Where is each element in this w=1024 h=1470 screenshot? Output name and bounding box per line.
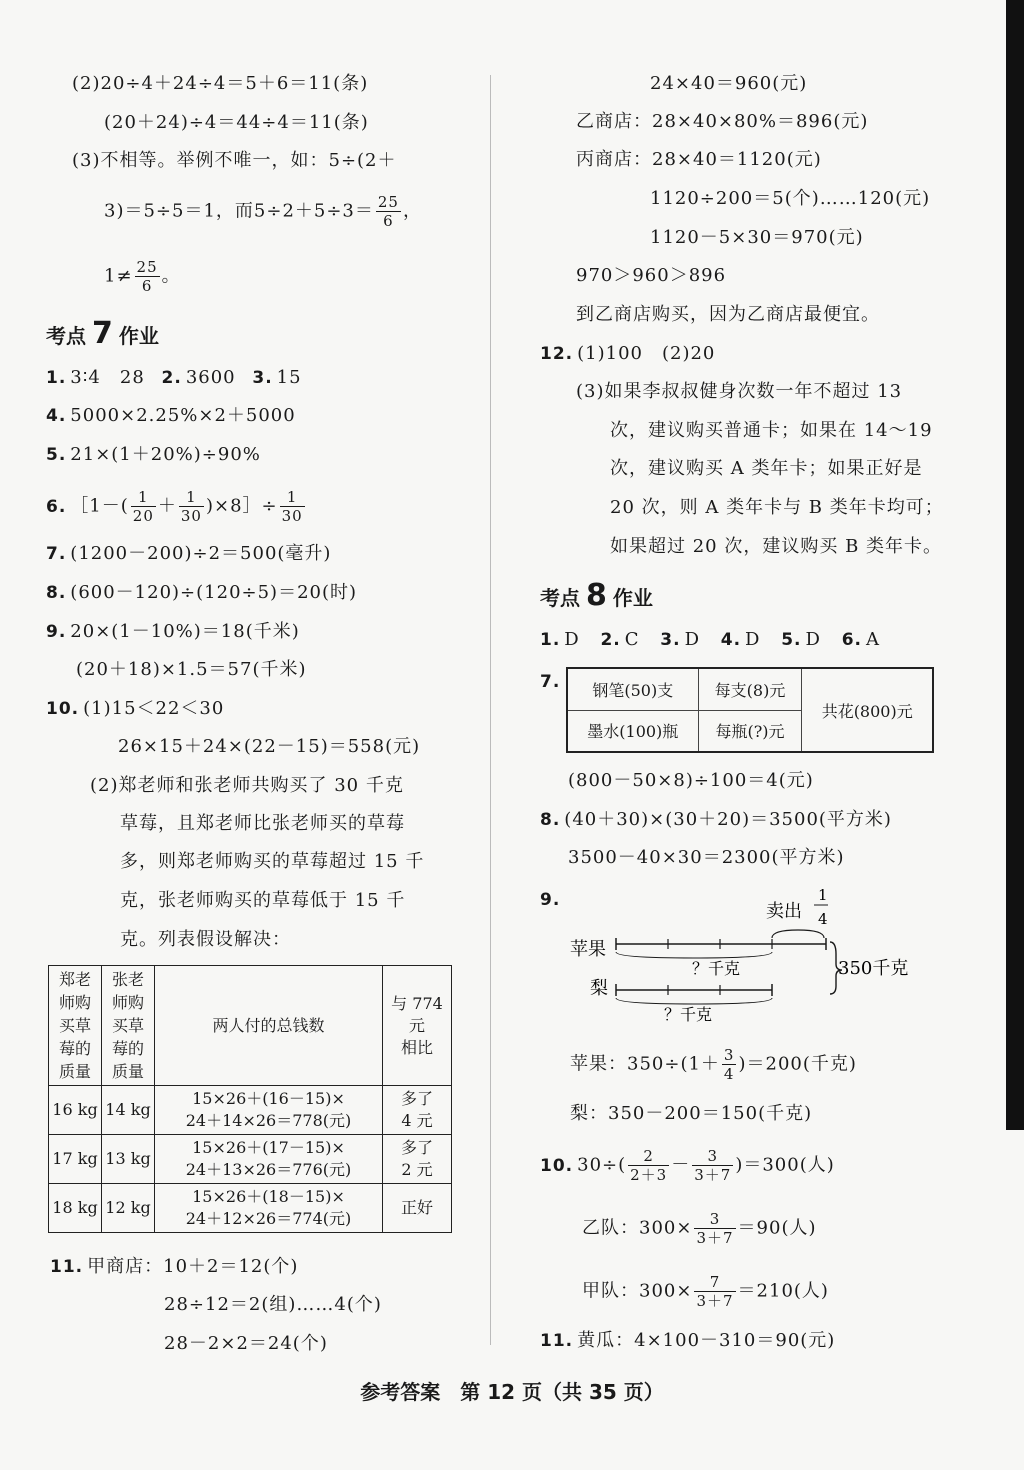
section-heading-8: 考点 8 作业 bbox=[540, 578, 653, 613]
table-row: 17 kg 13 kg 15×26＋(17－15)× 24＋13×26＝776(元) 多了 2 元 bbox=[49, 1135, 452, 1184]
table-header: 张老 师购 买草 莓的 质量 bbox=[102, 966, 155, 1086]
answer-line: 乙商店：28×40×80%＝896(元) bbox=[576, 111, 869, 132]
answer-line: (2)20÷4＋24÷4＝5＋6＝11(条) bbox=[72, 73, 369, 94]
sell-fraction-num: 1 bbox=[818, 886, 828, 904]
apple-brace bbox=[616, 952, 772, 958]
answer-line-fraction: 3)＝5÷5＝1，而5÷2＋5÷3＝ $\frac{25}{6}$ ， bbox=[104, 193, 422, 230]
answer-line-fraction: 1≠ $\frac{25}{6}$ 。 bbox=[104, 258, 181, 295]
answer-line: 20 次，则 A 类年卡与 B 类年卡均可； bbox=[610, 497, 944, 518]
apple-label: 苹果 bbox=[570, 939, 606, 960]
answer-line: 9. 20×(1－10%)＝18(千米) bbox=[46, 621, 300, 642]
pear-label: 梨 bbox=[590, 978, 608, 999]
table-cell: 钢笔(50)支 bbox=[567, 668, 698, 710]
answer-line: (800－50×8)÷100＝4(元) bbox=[568, 770, 814, 791]
answer-line-fraction: 苹果：350÷(1＋ $\frac{3}{4}$ )＝200(千克) bbox=[570, 1046, 857, 1083]
answer-line: 26×15＋24×(22－15)＝558(元) bbox=[118, 736, 421, 757]
answer-line: 克。列表假设解决： bbox=[120, 929, 291, 950]
answer-line: (3)不相等。举例不唯一，如：5÷(2＋ bbox=[72, 150, 397, 171]
answer-line: (2)郑老师和张老师共购买了 30 千克 bbox=[90, 775, 404, 796]
answer-line: 梨：350－200＝150(千克) bbox=[570, 1103, 813, 1124]
answer-line: 12. (1)100 (2)20 bbox=[540, 343, 716, 364]
answer-line: 8. (40＋30)×(30＋20)＝3500(平方米) bbox=[540, 809, 892, 830]
answer-line: (20＋24)÷4＝44÷4＝11(条) bbox=[104, 112, 369, 133]
table-header: 郑老 师购 买草 莓的 质量 bbox=[49, 966, 102, 1086]
answer-line: 4. 5000×2.25%×2＋5000 bbox=[46, 405, 296, 426]
answer-line-fraction: 甲队：300× $\frac{7}{3+7}$ ＝210(人) bbox=[582, 1273, 829, 1310]
answer-line: 7. (1200－200)÷2＝500(毫升) bbox=[46, 543, 332, 564]
line-segment-diagram bbox=[560, 880, 940, 1030]
answer-line: 3500－40×30＝2300(平方米) bbox=[568, 847, 845, 868]
answer-line: 克，张老师购买的草莓低于 15 千 bbox=[120, 890, 406, 911]
pear-unknown: ？千克 bbox=[664, 1005, 713, 1024]
total-label: 350千克 bbox=[838, 958, 909, 979]
answer-line: 11. 甲商店：10＋2＝12(个) bbox=[50, 1256, 299, 1277]
answer-line: 11. 黄瓜：4×100－310＝90(元) bbox=[540, 1330, 836, 1351]
answer-line: 到乙商店购买，因为乙商店最便宜。 bbox=[576, 304, 880, 325]
answer-line: 970＞960＞896 bbox=[576, 265, 727, 286]
answer-line-choices: 1. D 2. C 3. D 4. D 5. D 6. A bbox=[540, 629, 880, 650]
answer-line: 5. 21×(1＋20%)÷90% bbox=[46, 444, 261, 465]
apple-unknown: ？千克 bbox=[692, 959, 741, 978]
answer-line: 1. 3∶4 28 2. 3600 3. 15 bbox=[46, 367, 302, 388]
table-header: 两人付的总钱数 bbox=[155, 966, 383, 1086]
answer-line: 丙商店：28×40＝1120(元) bbox=[576, 149, 822, 170]
table-cell: 每支(8)元 bbox=[698, 668, 802, 710]
answer-line: 次，建议购买普通卡；如果在 14～19 bbox=[610, 420, 933, 441]
answer-line: 多，则郑老师购买的草莓超过 15 千 bbox=[120, 851, 425, 872]
answer-line: 24×40＝960(元) bbox=[650, 73, 808, 94]
sell-label: 卖出 bbox=[766, 901, 802, 922]
answer-line-fraction: 6. ［1－( $\frac{1}{20}$ ＋ $\frac{1}{30}$ )×8］÷ $\frac{1}{30}$ bbox=[46, 488, 303, 525]
section-heading-7: 考点 7 作业 bbox=[46, 316, 159, 351]
answer-line: 次，建议购买 A 类年卡；如果正好是 bbox=[610, 458, 923, 479]
answer-line: (20＋18)×1.5＝57(千米) bbox=[76, 659, 307, 680]
pear-brace bbox=[616, 998, 772, 1004]
answer-line: 如果超过 20 次，建议购买 B 类年卡。 bbox=[610, 536, 943, 557]
table-header: 与 774 元 相比 bbox=[383, 966, 452, 1086]
answer-line: (3)如果李叔叔健身次数一年不超过 13 bbox=[576, 381, 903, 402]
question-number: 9. bbox=[540, 890, 561, 910]
answer-line: 1120－5×30＝970(元) bbox=[650, 227, 864, 248]
table-row: 18 kg 12 kg 15×26＋(18－15)× 24＋12×26＝774(元) 正好 bbox=[49, 1184, 452, 1233]
table-cell: 墨水(100)瓶 bbox=[567, 710, 698, 752]
answer-line: 28－2×2＝24(个) bbox=[164, 1333, 328, 1354]
sell-fraction-den: 4 bbox=[818, 910, 828, 928]
answer-line: 10. (1)15＜22＜30 bbox=[46, 698, 225, 719]
answer-line: 8. (600－120)÷(120÷5)＝20(时) bbox=[46, 582, 358, 603]
question-number: 7. bbox=[540, 672, 561, 692]
answer-line: 草莓，且郑老师比张老师买的草莓 bbox=[120, 813, 405, 834]
hypothesis-table bbox=[48, 965, 452, 1233]
answer-line: 1120÷200＝5(个)……120(元) bbox=[650, 188, 931, 209]
page-footer: 参考答案 第 12 页（共 35 页） bbox=[360, 1380, 664, 1404]
answer-line-fraction: 乙队：300× $\frac{3}{3+7}$ ＝90(人) bbox=[582, 1210, 817, 1247]
column-divider bbox=[490, 75, 491, 1345]
answer-line-fraction: 10. 30÷( $\frac{2}{2+3}$ － $\frac{3}{3+7}$ )＝300(人) bbox=[540, 1147, 835, 1184]
table-cell: 每瓶(?)元 bbox=[698, 710, 802, 752]
quantity-table bbox=[566, 667, 934, 753]
answer-line: 28÷12＝2(组)……4(个) bbox=[164, 1294, 382, 1315]
table-row: 16 kg 14 kg 15×26＋(16－15)× 24＋14×26＝778(元) 多了 4 元 bbox=[49, 1086, 452, 1135]
table-cell: 共花(800)元 bbox=[802, 668, 933, 752]
sell-brace bbox=[772, 930, 824, 938]
page-edge-shadow bbox=[1006, 0, 1024, 1130]
